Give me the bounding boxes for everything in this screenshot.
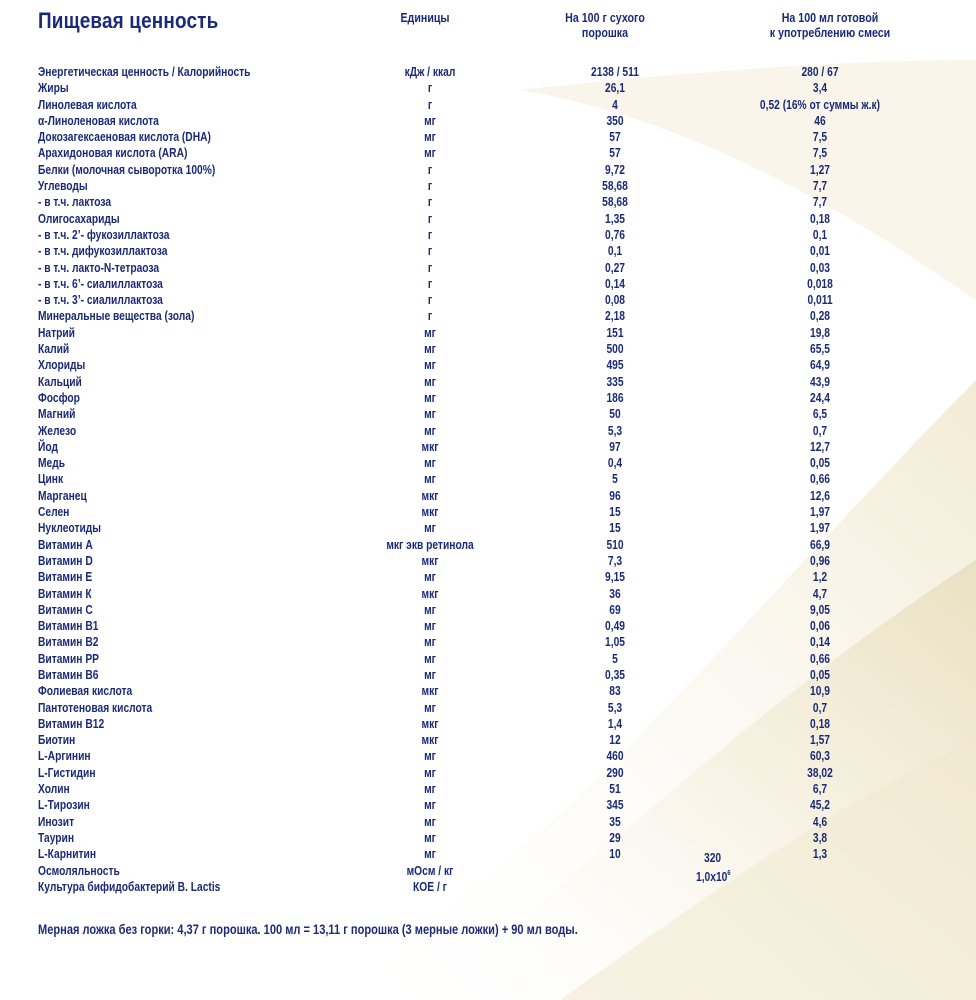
value-per-100ml: 12,6 — [810, 488, 830, 503]
header-per-100ml-line1: На 100 мл готовой — [781, 10, 879, 25]
value-per-100g: 151 — [606, 325, 624, 340]
value-per-100ml: 3,4 — [812, 81, 828, 96]
value-per-100ml: 0,7 — [812, 700, 828, 715]
table-row — [0, 537, 976, 553]
value-per-100g: 350 — [606, 113, 624, 128]
header-per-100g-line1: На 100 г сухого — [565, 10, 645, 25]
value-per-100g: 58,68 — [602, 195, 628, 210]
value-per-100g: 290 — [606, 765, 624, 780]
nutrient-name: L-Гистидин — [38, 765, 96, 780]
value-per-100g: 5 — [612, 651, 618, 666]
header-per-100ml-line2: к употреблению смеси — [769, 25, 891, 40]
value-per-100g: 5,3 — [607, 700, 623, 715]
footer-note: Мерная ложка без горки: 4,37 г порошка. 100 мл = 13,11 г порошка (3 мерные ложки) + 90 мл воды. — [38, 922, 578, 937]
value-per-100ml: 0,05 — [810, 456, 830, 471]
nutrient-unit: мг — [424, 113, 436, 128]
table-row — [0, 292, 976, 308]
nutrient-name: Медь — [38, 456, 66, 471]
nutrient-unit: кДж / ккал — [404, 65, 456, 79]
table-row — [0, 814, 976, 830]
nutrient-name: Витамин В1 — [38, 619, 99, 634]
value-per-100ml: 12,7 — [810, 439, 830, 454]
value-per-100ml: 45,2 — [810, 798, 830, 813]
table-row — [0, 80, 976, 96]
nutrient-unit: мкг — [421, 439, 439, 454]
osmolality-value: 320 — [704, 851, 722, 865]
nutrient-unit: мг — [424, 390, 436, 405]
nutrient-unit: г — [427, 293, 433, 308]
nutrient-name: Пантотеновая кислота — [38, 700, 153, 715]
nutrient-name: Марганец — [38, 488, 87, 503]
value-per-100ml: 1,3 — [812, 847, 828, 862]
nutrient-name: L-Тирозин — [38, 798, 90, 813]
table-row — [0, 243, 976, 259]
nutrient-name: - в т.ч. дифукозиллактоза — [38, 244, 168, 259]
value-per-100g: 510 — [606, 537, 624, 552]
value-per-100ml: 0,05 — [810, 667, 830, 682]
value-per-100ml: 65,5 — [810, 342, 830, 357]
nutrient-name: Углеводы — [38, 179, 88, 194]
nutrient-unit: мкг экв ретинола — [386, 537, 474, 552]
table-row — [0, 683, 976, 699]
nutrient-name: Таурин — [38, 830, 75, 845]
nutrient-unit: мг — [424, 798, 436, 813]
value-per-100g: 0,27 — [605, 260, 625, 275]
nutrient-unit: г — [427, 195, 433, 210]
table-row — [0, 145, 976, 161]
table-row — [0, 178, 976, 194]
nutrient-unit: мкг — [421, 733, 439, 748]
bifido-value-exponent: 6 — [727, 870, 731, 877]
nutrient-unit: мг — [424, 407, 436, 422]
nutrient-name: Йод — [38, 439, 59, 454]
table-row — [0, 64, 976, 80]
nutrition-table — [0, 64, 976, 895]
table-row — [0, 488, 976, 504]
header-units — [372, 10, 479, 25]
nutrient-name: Витамин А — [38, 537, 93, 552]
nutrient-unit: мкг — [421, 684, 439, 699]
nutrient-name: Фосфор — [38, 390, 80, 405]
value-per-100g: 51 — [609, 782, 621, 797]
table-row — [0, 325, 976, 341]
header-per-100ml — [744, 10, 916, 40]
value-per-100ml: 43,9 — [810, 374, 830, 389]
nutrient-unit: мг — [424, 619, 436, 634]
bifido-value-base: 1,0x10 — [696, 870, 728, 884]
nutrient-unit: мг — [424, 570, 436, 585]
value-per-100ml: 0,1 — [812, 227, 828, 242]
nutrient-name: Биотин — [38, 733, 76, 748]
value-per-100g: 15 — [609, 521, 621, 536]
table-row — [0, 586, 976, 602]
value-per-100g: 50 — [609, 407, 621, 422]
nutrient-name: Минеральные вещества (зола) — [38, 309, 195, 324]
value-per-100ml: 1,27 — [810, 162, 830, 177]
nutrient-unit: мг — [424, 130, 436, 145]
value-per-100g: 9,15 — [605, 570, 625, 585]
value-per-100g: 1,05 — [605, 635, 625, 650]
nutrient-unit: мг — [424, 374, 436, 389]
table-row — [0, 634, 976, 650]
nutrient-unit: мкг — [421, 488, 439, 503]
value-per-100ml: 46 — [814, 113, 826, 128]
nutrient-name: Цинк — [38, 472, 64, 487]
nutrient-unit: г — [427, 162, 433, 177]
header-per-100g — [535, 10, 674, 40]
nutrient-name: Хлориды — [38, 358, 86, 373]
value-per-100g: 9,72 — [605, 162, 625, 177]
value-per-100g: 495 — [606, 358, 624, 373]
value-per-100g: 4 — [612, 97, 618, 112]
value-per-100g: 0,4 — [607, 456, 623, 471]
value-per-100g: 0,35 — [605, 667, 625, 682]
nutrient-unit: мкг — [421, 553, 439, 568]
value-per-100ml: 9,05 — [810, 602, 830, 617]
nutrient-name: Осмоляльность — [38, 863, 120, 878]
value-per-100g: 335 — [606, 374, 624, 389]
table-row — [0, 341, 976, 357]
table-row — [0, 129, 976, 145]
value-per-100ml: 3,8 — [812, 830, 828, 845]
nutrient-unit: мг — [424, 765, 436, 780]
table-row — [0, 520, 976, 536]
nutrient-unit: мг — [424, 847, 436, 862]
value-per-100ml: 1,2 — [812, 570, 828, 585]
table-row — [0, 651, 976, 667]
nutrient-name: - в т.ч. 6’- сиалиллактоза — [38, 276, 163, 291]
value-per-100g: 0,49 — [605, 619, 625, 634]
nutrient-unit: мг — [424, 358, 436, 373]
nutrient-unit: мг — [424, 472, 436, 487]
nutrient-name: Кальций — [38, 374, 82, 389]
table-row — [0, 113, 976, 129]
nutrient-name: Витамин В12 — [38, 716, 105, 731]
table-row — [0, 846, 976, 862]
value-per-100ml: 19,8 — [810, 325, 830, 340]
value-per-100g: 0,1 — [607, 244, 623, 259]
value-per-100g: 0,08 — [605, 293, 625, 308]
value-per-100g: 2,18 — [605, 309, 625, 324]
table-row — [0, 471, 976, 487]
nutrient-unit: г — [427, 260, 433, 275]
nutrient-name: Витамин E — [38, 570, 93, 585]
value-per-100g: 460 — [606, 749, 624, 764]
value-per-100ml: 0,96 — [810, 553, 830, 568]
table-row — [0, 830, 976, 846]
value-per-100ml: 24,4 — [810, 390, 830, 405]
value-per-100g: 96 — [609, 488, 621, 503]
nutrient-unit: мг — [424, 342, 436, 357]
value-per-100g: 12 — [609, 733, 621, 748]
nutrient-name: Олигосахариды — [38, 211, 120, 226]
nutrient-name: - в т.ч. 2’- фукозиллактоза — [38, 227, 170, 242]
header-units-label: Единицы — [400, 10, 450, 25]
nutrient-name: Энергетическая ценность / Калорийность — [38, 65, 251, 79]
nutrient-unit: мг — [424, 749, 436, 764]
table-row — [0, 455, 976, 471]
value-per-100ml: 66,9 — [810, 537, 830, 552]
nutrient-unit: мОсм / кг — [406, 863, 454, 878]
value-per-100g: 26,1 — [605, 81, 625, 96]
nutrient-unit: мг — [424, 700, 436, 715]
nutrient-unit: мг — [424, 456, 436, 471]
value-per-100ml: 7,5 — [812, 130, 828, 145]
nutrient-name: Белки (молочная сыворотка 100%) — [38, 162, 216, 177]
nutrient-unit: мг — [424, 635, 436, 650]
value-per-100ml: 7,7 — [812, 179, 828, 194]
value-per-100ml: 60,3 — [810, 749, 830, 764]
nutrient-unit: г — [427, 227, 433, 242]
value-per-100ml: 38,02 — [807, 765, 833, 780]
table-row — [0, 276, 976, 292]
value-per-100ml: 1,57 — [810, 733, 830, 748]
table-row — [0, 569, 976, 585]
value-per-100g: 58,68 — [602, 179, 628, 194]
value-per-100ml: 6,7 — [812, 782, 828, 797]
nutrient-unit: г — [427, 179, 433, 194]
nutrient-name: L-Аргинин — [38, 749, 91, 764]
nutrient-unit: г — [427, 244, 433, 259]
value-per-100ml: 64,9 — [810, 358, 830, 373]
value-per-100ml: 4,7 — [812, 586, 828, 601]
value-per-100ml: 0,66 — [810, 651, 830, 666]
value-per-100ml: 0,52 (16% от суммы ж.к) — [759, 97, 881, 112]
table-row — [0, 716, 976, 732]
value-per-100ml: 7,5 — [812, 146, 828, 161]
value-per-100ml: 0,66 — [810, 472, 830, 487]
value-per-100g: 15 — [609, 505, 621, 520]
nutrient-name: Железо — [38, 423, 77, 438]
table-row — [0, 162, 976, 178]
value-per-100ml: 1,97 — [810, 505, 830, 520]
table-row — [0, 423, 976, 439]
nutrient-unit: мкг — [421, 586, 439, 601]
nutrient-unit: мг — [424, 667, 436, 682]
nutrient-unit: мг — [424, 814, 436, 829]
nutrient-name: L-Карнитин — [38, 847, 97, 862]
value-per-100ml: 6,5 — [812, 407, 828, 422]
nutrient-name: Магний — [38, 407, 76, 422]
value-per-100ml: 0,14 — [810, 635, 830, 650]
table-row — [0, 406, 976, 422]
table-row — [0, 797, 976, 813]
table-row — [0, 227, 976, 243]
nutrient-name: Жиры — [38, 81, 69, 96]
nutrient-unit: мг — [424, 146, 436, 161]
value-per-100g: 1,4 — [607, 716, 623, 731]
nutrient-name: Витамин PP — [38, 651, 100, 666]
value-per-100ml: 280 / 67 — [801, 65, 839, 79]
nutrient-unit: мкг — [421, 505, 439, 520]
nutrient-name: Культура бифидобактерий B. Lactis — [38, 879, 221, 894]
nutrient-name: Витамин К — [38, 586, 92, 601]
header-per-100g-line2: порошка — [581, 25, 629, 40]
value-per-100g: 10 — [609, 847, 621, 862]
value-per-100g: 36 — [609, 586, 621, 601]
value-per-100ml: 10,9 — [810, 684, 830, 699]
table-row — [0, 765, 976, 781]
table-row — [0, 602, 976, 618]
table-row — [0, 260, 976, 276]
table-row — [0, 618, 976, 634]
value-per-100ml: 0,18 — [810, 211, 830, 226]
value-per-100g: 7,3 — [607, 553, 623, 568]
page-title: Пищевая ценность — [38, 8, 219, 33]
nutrient-name: Нуклеотиды — [38, 521, 102, 536]
table-row — [0, 308, 976, 324]
value-per-100g: 345 — [606, 798, 624, 813]
nutrient-unit: мг — [424, 325, 436, 340]
value-per-100g: 500 — [606, 342, 624, 357]
nutrient-name: Витамин D — [38, 553, 93, 568]
nutrient-name: Фолиевая кислота — [38, 684, 133, 699]
value-per-100ml: 0,011 — [807, 293, 833, 308]
nutrient-unit: мг — [424, 602, 436, 617]
nutrient-name: Арахидоновая кислота (ARA) — [38, 146, 188, 161]
value-per-100g: 5 — [612, 472, 618, 487]
table-row — [0, 390, 976, 406]
nutrient-unit: КОЕ / г — [413, 879, 447, 894]
nutrient-unit: мг — [424, 651, 436, 666]
table-row — [0, 374, 976, 390]
nutrient-name: Калий — [38, 342, 70, 357]
table-row — [0, 748, 976, 764]
table-row — [0, 781, 976, 797]
nutrient-name: Витамин С — [38, 602, 93, 617]
table-row — [0, 732, 976, 748]
nutrient-name: - в т.ч. лактоза — [38, 195, 112, 210]
nutrient-name: Селен — [38, 505, 70, 520]
value-per-100g: 97 — [609, 439, 621, 454]
value-per-100g: 57 — [609, 130, 621, 145]
table-row — [0, 97, 976, 113]
value-per-100g: 29 — [609, 830, 621, 845]
nutrient-name: Витамин В6 — [38, 667, 99, 682]
table-row — [0, 439, 976, 455]
value-per-100ml: 0,01 — [810, 244, 830, 259]
table-row — [0, 700, 976, 716]
table-row — [0, 504, 976, 520]
value-per-100ml: 7,7 — [812, 195, 828, 210]
value-per-100ml: 0,7 — [812, 423, 828, 438]
value-per-100g: 5,3 — [607, 423, 623, 438]
nutrient-unit: г — [427, 97, 433, 112]
table-row — [0, 553, 976, 569]
nutrient-name: α-Линоленовая кислота — [38, 113, 159, 128]
nutrient-name: - в т.ч. лакто-N-тетраоза — [38, 260, 160, 275]
value-per-100g: 83 — [609, 684, 621, 699]
value-per-100g: 186 — [606, 390, 624, 405]
table-row — [0, 863, 976, 879]
nutrient-name: Натрий — [38, 325, 75, 340]
table-row — [0, 194, 976, 210]
value-per-100ml: 1,97 — [810, 521, 830, 536]
value-per-100ml: 0,03 — [810, 260, 830, 275]
nutrient-name: - в т.ч. 3’- сиалиллактоза — [38, 293, 163, 308]
table-row — [0, 211, 976, 227]
value-per-100g: 35 — [609, 814, 621, 829]
nutrient-unit: мг — [424, 423, 436, 438]
value-per-100ml: 0,28 — [810, 309, 830, 324]
value-per-100g: 1,35 — [605, 211, 625, 226]
value-per-100g: 0,14 — [605, 276, 625, 291]
nutrient-name: Холин — [38, 782, 70, 797]
nutrient-unit: мг — [424, 830, 436, 845]
value-per-100g: 0,76 — [605, 227, 625, 242]
table-row — [0, 879, 976, 895]
value-per-100g: 2138 / 511 — [591, 65, 639, 79]
value-per-100g: 69 — [609, 602, 621, 617]
nutrient-unit: г — [427, 276, 433, 291]
nutrient-name: Линолевая кислота — [38, 97, 137, 112]
nutrient-unit: г — [427, 309, 433, 324]
value-per-100ml: 0,06 — [810, 619, 830, 634]
nutrient-unit: мкг — [421, 716, 439, 731]
nutrient-unit: г — [427, 81, 433, 96]
value-per-100g: 57 — [609, 146, 621, 161]
nutrient-name: Инозит — [38, 814, 75, 829]
table-row — [0, 357, 976, 373]
bifido-culture-value — [696, 870, 731, 884]
table-row — [0, 667, 976, 683]
value-per-100ml: 0,18 — [810, 716, 830, 731]
nutrient-unit: мг — [424, 782, 436, 797]
nutrient-unit: г — [427, 211, 433, 226]
value-per-100ml: 0,018 — [807, 276, 833, 291]
nutrient-unit: мг — [424, 521, 436, 536]
value-per-100ml: 4,6 — [812, 814, 828, 829]
nutrient-name: Витамин В2 — [38, 635, 99, 650]
nutrient-name: Докозагексаеновая кислота (DHA) — [38, 130, 211, 145]
